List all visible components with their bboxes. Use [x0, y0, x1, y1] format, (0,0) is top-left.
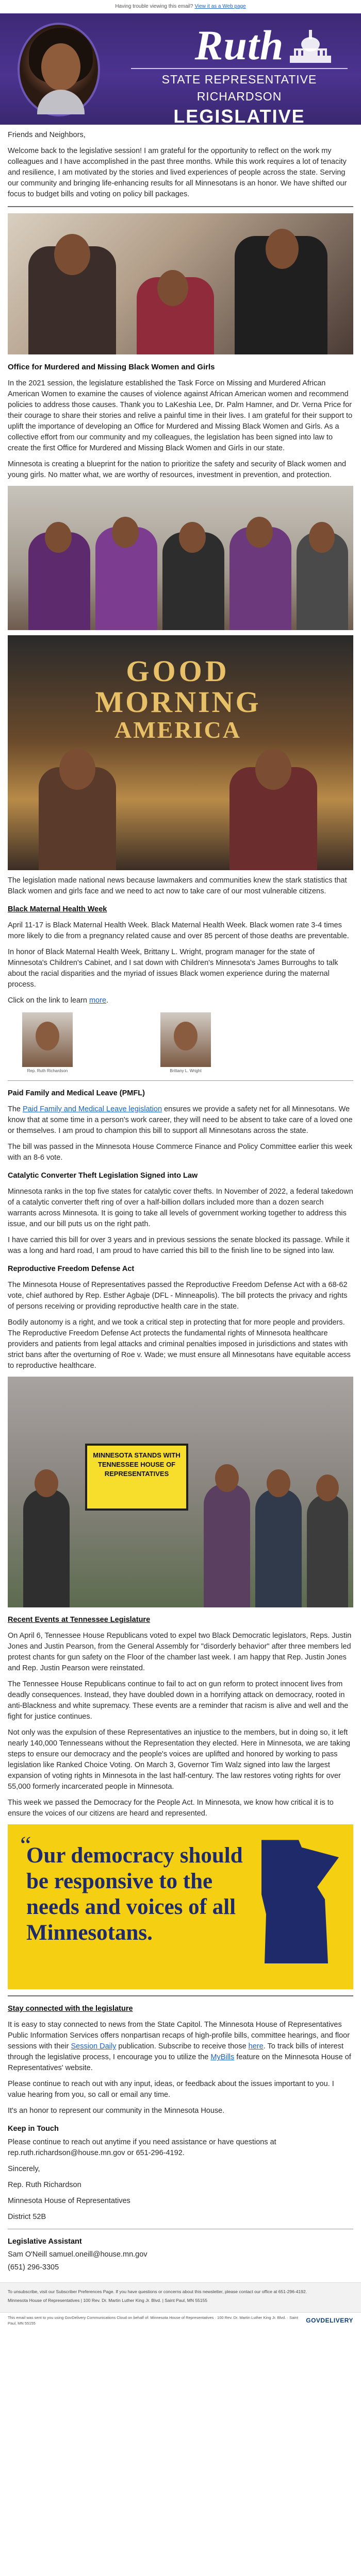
gma-logo: GOOD MORNING AMERICA [95, 654, 261, 743]
banner-logo [131, 24, 348, 149]
maternal-section [0, 875, 361, 1371]
session-daily-link[interactable]: Session Daily [71, 2042, 117, 2051]
tennessee-paragraph-2: The Tennessee House Republicans continue to fail to act on gun reform to protect innocent lives from deadly consequences. Instead, they have doubled down in a horrifying attack on democracy, rooted in anti-Blackness and white supremacy. These events are a reminder that racism is alive and well and the fight for justice continues. [8, 1680, 349, 1721]
maternal-link-line: Click on the link to learn more. [8, 996, 109, 1005]
connected-title: Stay connected with the legislature [8, 2005, 133, 2013]
rpa-paragraph-2: Bodily autonomy is a right, and we took a critical step in protecting that for more people and providers. The Reproductive Freedom Defense Act protects the fundamental rights of Minnesota healthcare providers and patients from legal attacks and criminal penalties imposed in jurisdictions and states with strict bans after the overturning of Roe v. Wade; we must ensure all Minnesotans have equitable access to reproductive healthcare. [8, 1318, 351, 1370]
minnesota-map-icon [261, 1840, 339, 1963]
learn-more-link[interactable]: more [89, 996, 107, 1005]
mmbwg-title: Office for Murdered and Missing Black Women and Girls [8, 363, 215, 372]
pfml-title: Paid Family and Medical Leave (PMFL) [8, 1089, 145, 1097]
govdelivery-logo[interactable]: GOVDELIVERY [306, 2317, 353, 2325]
district: District 52B [8, 2212, 46, 2221]
keep-in-touch-title: Keep in Touch [8, 2125, 59, 2133]
newsletter-body [0, 13, 361, 2330]
assistant-title: Legislative Assistant [8, 2237, 82, 2246]
subscribe-here-link[interactable]: here [248, 2042, 264, 2051]
preheader-text: Having trouble viewing this email? [115, 3, 193, 9]
keep-paragraph: Please continue to reach out anytime if you need assistance or have questions at rep.ruth.richardson@house.mn.gov or 651-296-4192. [8, 2138, 276, 2157]
banner-title: LEGISLATIVE UPDATES [173, 105, 305, 148]
signature: Rep. Ruth Richardson [8, 2180, 81, 2189]
rally-sign: MINNESOTA STANDS WITH TENNESSEE HOUSE OF REPRESENTATIVES [85, 1444, 188, 1511]
org: Minnesota House of Representatives [8, 2196, 130, 2205]
mybills-link[interactable]: MyBills [210, 2053, 235, 2062]
quote-text: Our democracy should be responsive to the needs and voices of all Minnesotans. [26, 1843, 243, 1945]
preheader [0, 0, 361, 13]
divider [8, 1995, 353, 1996]
banner-subtitle: STATE REPRESENTATIVE RICHARDSON [131, 68, 348, 106]
assistant-phone: (651) 296-3305 [8, 2263, 59, 2272]
mmbwg-section [0, 362, 361, 481]
signoff [8, 2137, 353, 2223]
closing: Sincerely, [8, 2164, 40, 2173]
connected-paragraph-2: Please continue to reach out with any input, ideas, or feedback about the issues important to you. I value hearing from you, so call or email any time. [8, 2080, 334, 2099]
maternal-title: Black Maternal Health Week [8, 905, 107, 914]
democracy-quote-graphic [8, 1824, 353, 1989]
divider [8, 1080, 353, 1081]
capitol-icon [286, 25, 335, 66]
press-conference-photo [8, 213, 353, 354]
greeting: Friends and Neighbors, [8, 131, 86, 139]
pfml-paragraph-2: The bill was passed in the Minnesota House Commerce Finance and Policy Committee earlier this week with an 8-6 vote. [8, 1142, 353, 1162]
footer-address: Minnesota House of Representatives | 100 Rev. Dr. Martin Luther King Jr. Blvd. | Saint Paul, MN 55155 [8, 2298, 207, 2303]
tennessee-paragraph-1: On April 6, Tennessee House Republicans voted to expel two Black Democratic legislators, Reps. Justin Jones and Justin Pearson, from the General Assembly for "disorderly behavior" after three members led protest chants for gun safety on the Floor of the chamber last week. I am happy that Rep. Justin Jones and Rep. Justin Pearson were reinstated. [8, 1632, 352, 1673]
intro-paragraph: Welcome back to the legislative session! I am grateful for the opportunity to reflect on the work my colleagues and I have accomplished in the past three months. While this work requires a lot of tenacity and resilience, I am motivated by the stories and lived experiences of people across the state. Serving our community and bringing life-enhancing results for all Minnesotans is an honor. We have shifted our focus to budget bills and voting on policy bill packages. [8, 147, 347, 199]
view-web-page-link[interactable]: View it as a Web page [194, 3, 246, 9]
connected-paragraph-1: It is easy to stay connected to news from the State Capitol. The Minnesota House of Representatives Public Information Services offers nonpartisan recaps of high-profile bills, committee hearings, and floor sessions with their Session Daily publication. Subscribe to receive those here. To track bills of interest through the legislative process, I encourage you to utilize the MyBills feature on the Minnesota House of Representatives' website. [8, 2021, 351, 2073]
footer-delivery-text: This email was sent to you using GovDelivery Communications Cloud on behalf of: Minnesota House of Representatives · 100 Rev. Dr. Martin Luther King Jr. Blvd. · Saint Paul, MN 55155 [8, 2315, 299, 2326]
portrait-richardson: Rep. Ruth Richardson [22, 1012, 73, 1074]
assistant-contact: Sam O'Neill samuel.oneill@house.mn.gov [8, 2250, 147, 2259]
mmbwg-paragraph-1: In the 2021 session, the legislature established the Task Force on Missing and Murdered African American Women to examine the causes of violence against African American women and recommend policies to address those causes. Thank you to LaKeshia Lee, Dr. Palm Hamner, and Dr. Verna Price for their courage to share their stories and relive a painful time in their lives. I am grateful for their support to uplift the importance of developing an Office for Murdered and Missing Black Women and Girls. As a collective effort from our community and my colleagues, the legislation has been signed into law to create the first Office for Murdered and Missing Black Women and Girls in our state. [8, 379, 353, 452]
footer-delivery [0, 2312, 361, 2330]
portrait-wright: Brittany L. Wright [160, 1012, 211, 1074]
tennessee-section [0, 1615, 361, 1819]
catalytic-title: Catalytic Converter Theft Legislation Signed into Law [8, 1171, 198, 1180]
footer [0, 2282, 361, 2312]
tennessee-paragraph-3: Not only was the expulsion of these Representatives an injustice to the members, but in doing so, it left nearly 140,000 Tennesseans without the Representation they elected. Here in Minnesota, we are taking steps to ensure our democracy and the people's voices are uplifted and honored by working to pass legislation like Ranked Choice Voting. On March 3, Governor Tim Walz signed into law the largest expansion of voting rights in Minnesota in the last half-century. The law restores voting rights for over 55,000 formerly incarcerated people in Minnesota. [8, 1728, 350, 1791]
representative-photo [18, 23, 100, 116]
footer-unsubscribe: To unsubscribe, visit our Subscriber Preferences Page. If you have questions or concerns about this newsletter, please contact our office at 651-296-4192. [8, 2289, 307, 2294]
tennessee-title: Recent Events at Tennessee Legislature [8, 1616, 151, 1624]
mmbwg-after-images: The legislation made national news because lawmakers and communities knew the stark statistics that Black women and girls face and we need to act now to take care of our most vulnerable citizens. [8, 876, 347, 895]
maternal-paragraph-1: April 11-17 is Black Maternal Health Week. Black Maternal Health Week. Black women rate 3-4 times more likely to die from a pregnancy related cause and over 85 percent of those deaths are preventable. [8, 921, 349, 941]
group-photo [8, 486, 353, 630]
quote-mark-icon: “ [20, 1832, 31, 1859]
tennessee-paragraph-4: This week we passed the Democracy for the People Act. In Minnesota, we know how critical it is to ensure the voices of our citizens are heard and represented. [8, 1799, 334, 1818]
catalytic-paragraph-2: I have carried this bill for over 3 years and in previous sessions the senate blocked its passage. While it was a long and hard road, I am proud to have carried this bill to the finish line to be signed into law. [8, 1235, 350, 1255]
pfml-paragraph-1: The Paid Family and Medical Leave legislation ensures we provide a safety net for all Minnesotans. We know that at some time in a person's work career, they will need to be absent to take care of a loved one or themselves. I am proud to champion this bill to support all Minnesotans across the state. [8, 1105, 353, 1135]
connected-section [0, 1995, 361, 2273]
maternal-paragraph-2: In honor of Black Maternal Health Week, Brittany L. Wright, program manager for the state of Minnesota's Children's Cabinet, and I sat down with Children's Minnesota's James Burroughs to talk about the racial disparities and the myriad of issues Black women experience during the maternal process. [8, 948, 338, 989]
connected-paragraph-3: It's an honor to represent our community in the Minnesota House. [8, 2107, 225, 2115]
portraits [22, 1012, 353, 1074]
rpa-paragraph-1: The Minnesota House of Representatives passed the Reproductive Freedom Defense Act with a 68-62 vote, chief authored by Rep. Esther Agbaje (DFL - Minneapolis). The bill protects the privacy and rights of persons receiving or providing reproductive health care in the state. [8, 1280, 348, 1311]
good-morning-america-photo [8, 635, 353, 870]
banner-name: Ruth [194, 22, 284, 69]
divider [8, 206, 353, 207]
mmbwg-paragraph-2: Minnesota is creating a blueprint for the nation to prioritize the safety and security of Black women and young girls. No matter what, we are worthy of resources, investment in prevention, and protection. [8, 460, 347, 479]
pfml-legislation-link[interactable]: Paid Family and Medical Leave legislation [23, 1105, 162, 1113]
tennessee-rally-photo [8, 1377, 353, 1607]
rpa-title: Reproductive Freedom Defense Act [8, 1264, 135, 1273]
catalytic-paragraph-1: Minnesota ranks in the top five states for catalytic cover thefts. In November of 2022, a federal takedown of a catalytic converter theft ring of over a half-billion dollars included more than a dozen search warrants across Minnesota. It is going to take all levels of government working together to address this issue, and our bill puts us on the right path. [8, 1187, 353, 1228]
